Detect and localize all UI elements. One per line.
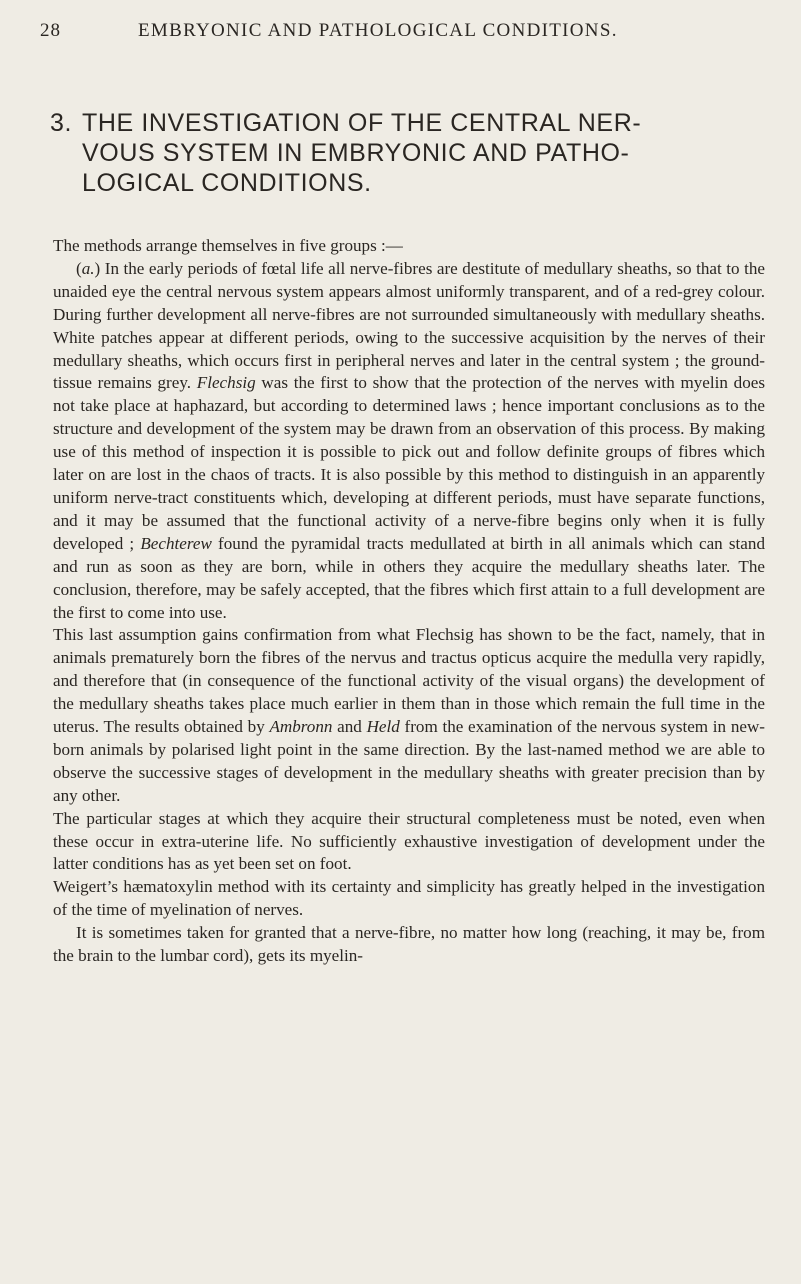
running-title: EMBRYONIC AND PATHOLOGICAL CONDITIONS. (138, 20, 618, 41)
text-run: ) In the early periods of fœtal life all nerve-fibres are destitute of medullary sheaths, so that to the unaided eye the central nervous system appears almost uniformly transparent, and of a red-grey colour. During further development all nerve-fibres are not surrounded simultaneously with medullary sheaths. White patches appear at different periods, owing to the successive acquisition by the nerves of their medullary sheaths, which occurs first in peripheral nerves and later in the central system ; the ground-tissue remains grey. (53, 258, 765, 393)
page-number: 28 (40, 20, 61, 41)
paragraph-flechsig-confirmation (53, 624, 765, 807)
text-run: The methods arrange themselves in five groups :— (53, 236, 403, 255)
italic-run: Ambronn (269, 717, 333, 737)
italic-run: Bechterew (140, 533, 212, 553)
italic-run: Held (366, 717, 400, 737)
italic-run: Flechsig (196, 373, 256, 393)
text-run: found the pyramidal tracts medullated at birth in all animals which can stand and run as soon as they are born, while in others they acquire the medullary sheaths later. The conclusion, therefore, may be safely accepted, that the fibres which first attain to a full development are the first to come into use. (53, 533, 765, 622)
text-run: The particular stages at which they acquire their structural completeness must be noted, even when these occur in extra-uterine life. No sufficiently exhaustive investigation of development under the latter conditions has as yet been set on foot. (53, 808, 765, 874)
paragraph-myelination (53, 922, 765, 968)
section-title: THE INVESTIGATION OF THE CENTRAL NERVOUS SYSTEM IN EMBRYONIC AND PATHOLOGICAL CONDITIONS. (82, 109, 641, 197)
italic-run: a. (81, 258, 95, 278)
text-run: from the examination of the nervous system in new-born animals by polarised light point in the same direction. By the last-named method we are able to observe the successive stages of development in the medullary sheaths with greater precision than by any other. (53, 717, 765, 805)
text-run: Weigert’s hæmatoxylin method with its certainty and simplicity has greatly helped in the investigation of the time of myelination of nerves. (53, 877, 765, 920)
paragraph-weigert (53, 876, 765, 922)
paragraph-intro (53, 235, 765, 258)
text-run: was the first to show that the protection of the nerves with myelin does not take place at haphazard, but according to determined laws ; hence important conclusions as to the structure and development of the system may be drawn from an observation of this process. By making use of this method of inspection it is possible to pick out and follow definite groups of fibres which later on are lost in the chaos of tracts. It is also possible by this method to distinguish in an apparently uniform nerve-tract constituents which, developing at different periods, must have separate functions, and it may be assumed that the functional activity of a nerve-fibre begins only when it is fully developed ; (53, 373, 766, 553)
paragraph-structural-stages (53, 808, 765, 877)
section-heading (50, 108, 700, 198)
text-run: This last assumption gains confirmation from what Flechsig has shown to be the fact, namely, that in animals prematurely born the fibres of the nervus and tractus opticus acquire the medulla very rapidly, and therefore that (in consequence of the functional activity of the visual organs) the development of the medullary sheaths takes place much earlier in them than in those which remain the full time in the uterus. The results obtained by (53, 625, 765, 737)
paragraph-a (53, 258, 765, 625)
text-run: ( (76, 258, 82, 278)
body-text (53, 235, 765, 968)
section-number: 3. (50, 109, 73, 137)
text-run: and (332, 717, 367, 737)
text-run: It is sometimes taken for granted that a nerve-fibre, no matter how long (reaching, it may be, from the brain to the lumbar cord), gets its myelin- (53, 923, 765, 966)
running-head (40, 20, 760, 46)
